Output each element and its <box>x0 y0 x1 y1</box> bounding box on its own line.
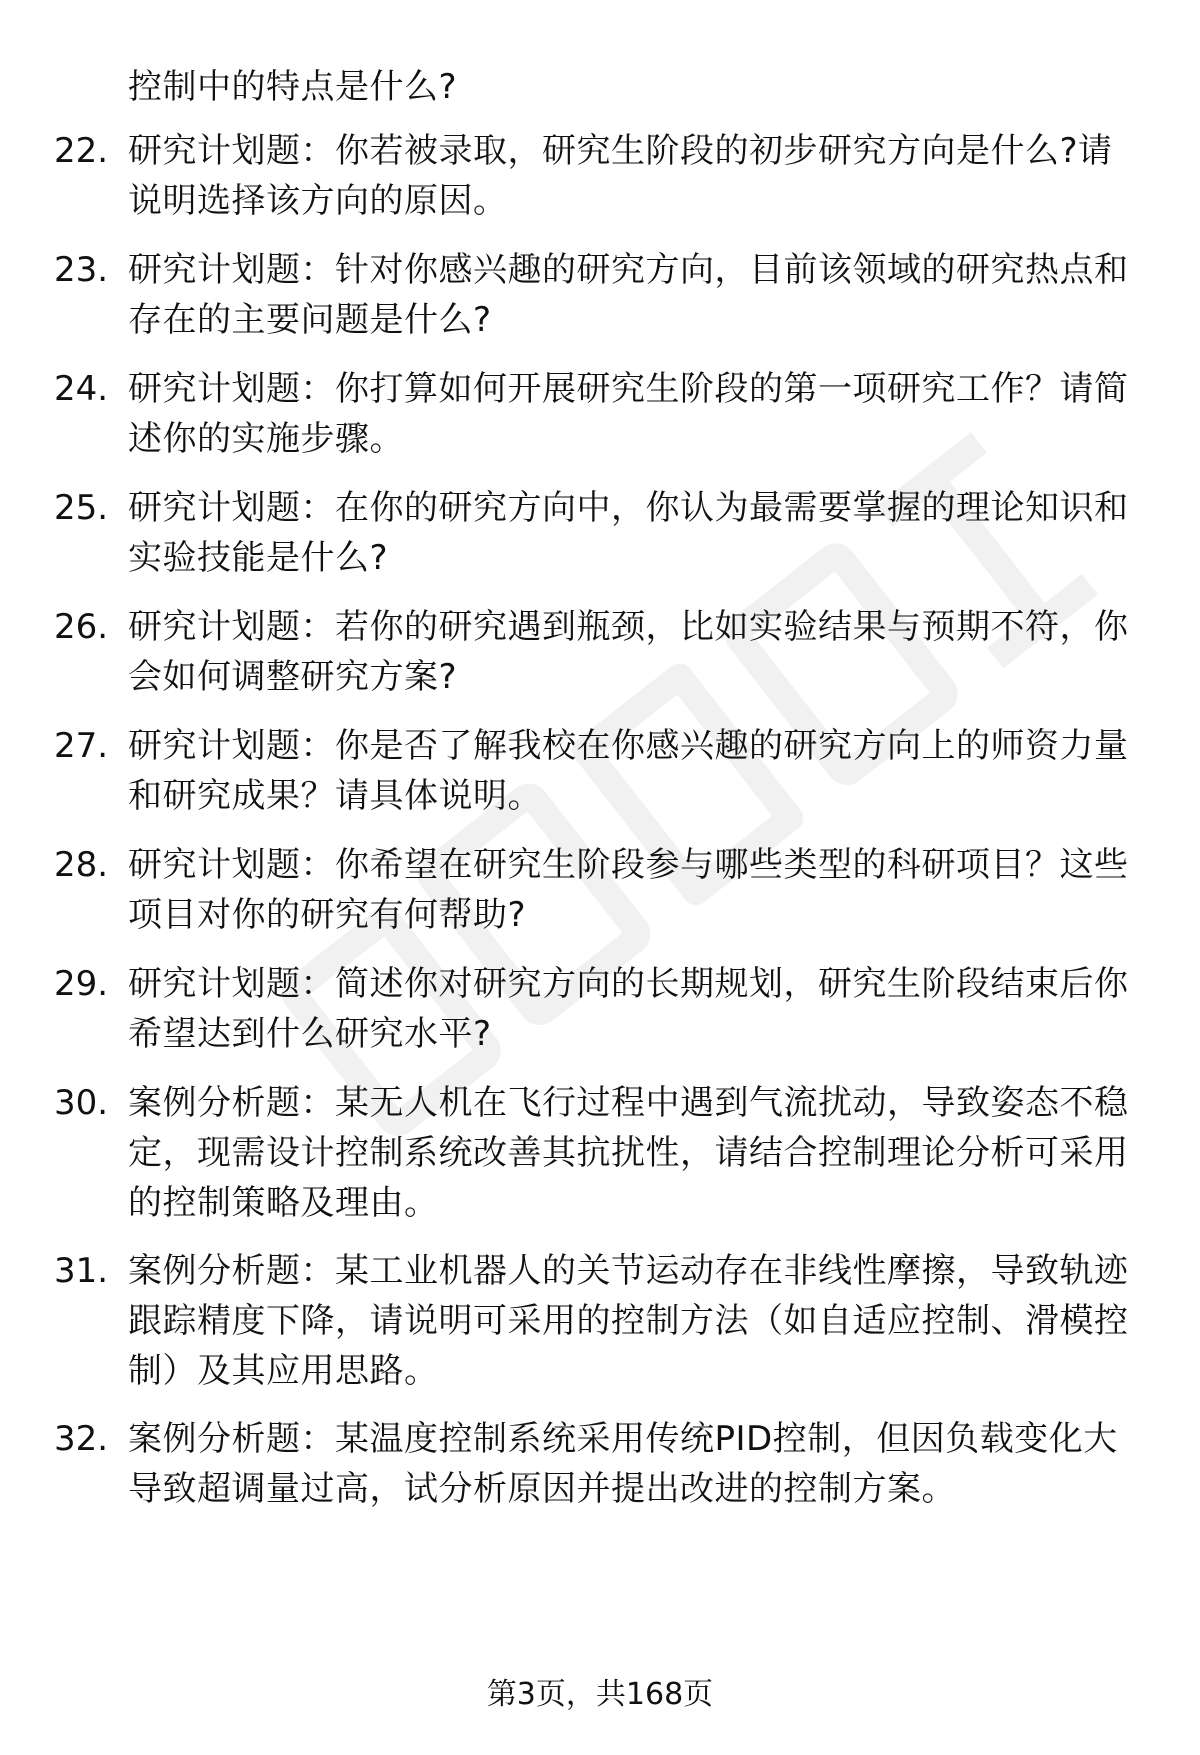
question-text: 研究计划题：你希望在研究生阶段参与哪些类型的科研项目？这些项目对你的研究有何帮助? <box>128 845 1129 935</box>
question-text: 研究计划题：简述你对研究方向的长期规划，研究生阶段结束后你希望达到什么研究水平? <box>128 964 1129 1054</box>
question-number: 32. <box>54 1419 109 1459</box>
question-text: 案例分析题：某温度控制系统采用传统PID控制，但因负载变化大导致超调量过高，试分析原因并提出改进的控制方案。 <box>128 1419 1118 1509</box>
question-text: 研究计划题：你若被录取，研究生阶段的初步研究方向是什么?请说明选择该方向的原因。 <box>128 131 1113 221</box>
question-text: 案例分析题：某工业机器人的关节运动存在非线性摩擦，导致轨迹跟踪精度下降，请说明可采用的控制方法（如自适应控制、滑模控制）及其应用思路。 <box>128 1251 1129 1391</box>
question-text: 研究计划题：在你的研究方向中，你认为最需要掌握的理论知识和实验技能是什么? <box>128 488 1129 578</box>
question-number: 22. <box>54 131 109 171</box>
question-number: 23. <box>54 250 109 290</box>
question-number: 28. <box>54 845 109 885</box>
question-number: 25. <box>54 488 109 528</box>
question-text: 研究计划题：你是否了解我校在你感兴趣的研究方向上的师资力量和研究成果？请具体说明。 <box>128 726 1129 816</box>
question-number: 29. <box>54 964 109 1004</box>
question-text: 案例分析题：某无人机在飞行过程中遇到气流扰动，导致姿态不稳定，现需设计控制系统改善其抗扰性，请结合控制理论分析可采用的控制策略及理由。 <box>128 1083 1129 1223</box>
question-text: 研究计划题：若你的研究遇到瓶颈，比如实验结果与预期不符，你会如何调整研究方案? <box>128 607 1129 697</box>
question-number: 27. <box>54 726 109 766</box>
question-text: 研究计划题：你打算如何开展研究生阶段的第一项研究工作？请简述你的实施步骤。 <box>128 369 1129 459</box>
page-footer: 第3页，共168页 <box>486 1677 714 1712</box>
continuation-line: 控制中的特点是什么? <box>128 67 458 107</box>
question-text: 研究计划题：针对你感兴趣的研究方向，目前该领域的研究热点和存在的主要问题是什么? <box>128 250 1129 340</box>
question-number: 31. <box>54 1251 109 1291</box>
question-number: 26. <box>54 607 109 647</box>
question-number: 30. <box>54 1083 109 1123</box>
question-number: 24. <box>54 369 109 409</box>
